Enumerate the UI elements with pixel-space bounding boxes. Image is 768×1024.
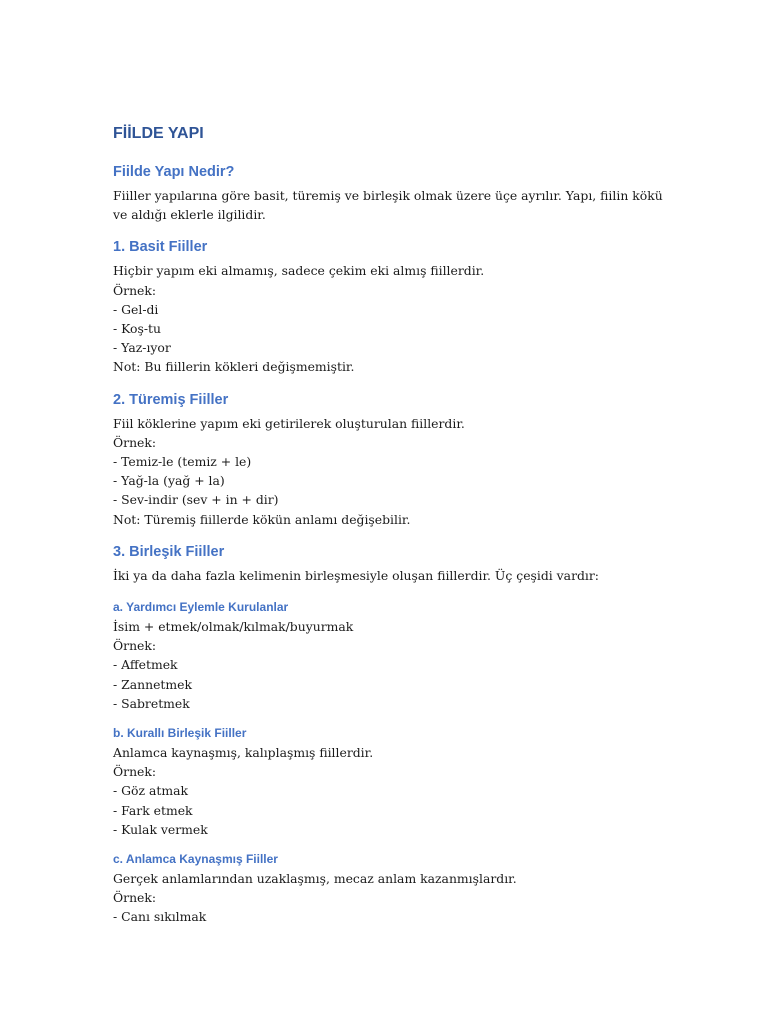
subsection-b — [113, 725, 673, 839]
turemis-line: - Sev-indir (sev + in + dir) — [113, 492, 279, 508]
subsection-c-line: Örnek: — [113, 890, 157, 906]
subsection-a — [113, 599, 673, 713]
section-basit — [113, 238, 673, 376]
subsection-b-line: Anlamca kaynaşmış, kalıplaşmış fiillerdir. — [113, 745, 374, 761]
subsection-a-line: İsim + etmek/olmak/kılmak/buyurmak — [113, 619, 354, 635]
subsection-b-line: - Kulak vermek — [113, 821, 208, 837]
intro-heading: Fiilde Yapı Nedir? — [113, 164, 235, 180]
subsection-c-line: - Canı sıkılmak — [113, 909, 207, 925]
subsection-a-line: - Zannetmek — [113, 676, 192, 692]
document-content — [113, 124, 673, 939]
subsection-a-heading: a. Yardımcı Eylemle Kurulanlar — [113, 600, 289, 615]
subsection-c — [113, 851, 673, 927]
intro-text: Fiiller yapılarına göre basit, türemiş ve birleşik olmak üzere üçe ayrılır. Yapı, fiilin kökü ve aldığı eklerle ilgilidir. — [113, 188, 667, 223]
subsection-b-heading: b. Kurallı Birleşik Fiiller — [113, 726, 247, 741]
turemis-note: Not: Türemiş fiillerde kökün anlamı değişebilir. — [113, 511, 411, 527]
turemis-heading: 2. Türemiş Fiiller — [113, 391, 229, 408]
subsection-b-line: - Göz atmak — [113, 783, 188, 799]
turemis-line: Fiil köklerine yapım eki getirilerek oluşturulan fiillerdir. — [113, 415, 465, 431]
basit-note: Not: Bu fiillerin kökleri değişmemiştir. — [113, 359, 355, 375]
basit-line: - Gel-di — [113, 301, 159, 317]
subsection-b-line: Örnek: — [113, 764, 157, 780]
birlesik-heading: 3. Birleşik Fiiller — [113, 543, 225, 560]
subsection-a-line: - Affetmek — [113, 657, 178, 673]
subsection-c-heading: c. Anlamca Kaynaşmış Fiiller — [113, 852, 278, 867]
document-title: FİİLDE YAPI — [113, 125, 204, 142]
turemis-line: Örnek: — [113, 434, 157, 450]
subsection-b-line: - Fark etmek — [113, 802, 193, 818]
basit-line: - Koş-tu — [113, 321, 162, 337]
turemis-line: - Temiz-le (temiz + le) — [113, 454, 252, 470]
section-intro — [113, 163, 673, 224]
section-turemis — [113, 391, 673, 529]
subsection-a-line: - Sabretmek — [113, 695, 190, 711]
basit-line: Örnek: — [113, 282, 157, 298]
subsection-a-line: Örnek: — [113, 638, 157, 654]
basit-line: Hiçbir yapım eki almamış, sadece çekim eki almış fiillerdir. — [113, 263, 485, 279]
basit-heading: 1. Basit Fiiller — [113, 239, 208, 256]
turemis-line: - Yağ-la (yağ + la) — [113, 473, 225, 489]
basit-line: - Yaz-ıyor — [113, 340, 171, 356]
section-birlesik — [113, 543, 673, 585]
subsection-c-line: Gerçek anlamlarından uzaklaşmış, mecaz anlam kazanmışlardır. — [113, 871, 517, 887]
birlesik-text: İki ya da daha fazla kelimenin birleşmesiyle oluşan fiillerdir. Üç çeşidi vardır: — [113, 567, 599, 583]
